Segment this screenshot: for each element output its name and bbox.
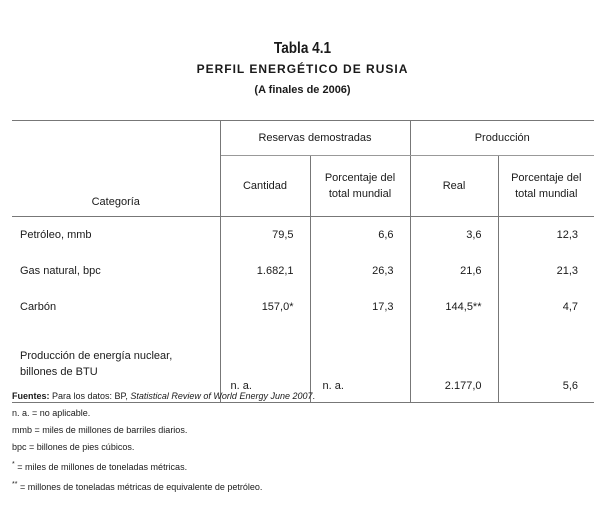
row-reserves-share: n. a. (310, 325, 410, 403)
header-real: Real (410, 156, 498, 217)
row-real: 2.177,0 (410, 325, 498, 403)
note-star1-text: = miles de millones de toneladas métricas. (14, 462, 188, 472)
row-quantity: 79,5 (220, 217, 310, 254)
header-category-label: Categoría (91, 196, 140, 208)
row-quantity: 157,0* (220, 289, 310, 325)
note-sources-post: . (312, 391, 316, 401)
table-notes (12, 388, 315, 496)
row-real: 3,6 (410, 217, 498, 254)
header-quantity: Cantidad (220, 156, 310, 217)
header-production-share-line1: Porcentaje del (511, 172, 582, 184)
row-reserves-share: 6,6 (310, 217, 410, 254)
row-reserves-share: 17,3 (310, 289, 410, 325)
header-category (12, 121, 220, 217)
row-production-share: 21,3 (556, 265, 578, 277)
header-reserves-share-line1: Porcentaje del (324, 172, 396, 184)
row-production-share: 12,3 (556, 229, 578, 241)
note-star1 (12, 456, 315, 476)
note-star2-text: = millones de toneladas métricas de equivalente de petróleo. (17, 482, 263, 492)
header-reserves-share (310, 156, 410, 217)
table-subtitle: PERFIL ENERGÉTICO DE RUSIA (196, 62, 409, 76)
note-star2-mark: ** (12, 481, 18, 488)
table-row (12, 253, 594, 289)
table-row (12, 217, 594, 254)
header-production-share (498, 156, 594, 217)
row-category: Carbón (12, 289, 220, 325)
header-production-share-line2: total mundial (515, 188, 578, 200)
note-bpc: bpc = billones de pies cúbicos. (12, 442, 135, 452)
row-production-share: 5,6 (498, 325, 594, 403)
row-real: 21,6 (410, 253, 498, 289)
note-sources-pre: Para los datos: BP, (49, 391, 131, 401)
note-sources-publication: Statistical Review of World Energy June 2007 (130, 391, 313, 401)
row-quantity: n. a. (220, 325, 310, 403)
row-production-share: 4,7 (562, 301, 578, 313)
note-mmb: mmb = miles de millones de barriles diarios. (12, 425, 188, 435)
energy-profile-table (12, 120, 594, 403)
table-title: Tabla 4.1 (273, 40, 332, 57)
table-period: (A finales de 2006) (254, 84, 351, 96)
row-category: Gas natural, bpc (12, 253, 220, 289)
row-category-line1: Producción de energía nuclear, (20, 349, 173, 362)
row-real: 144,5** (410, 289, 498, 325)
note-star1-mark: * (12, 461, 15, 468)
note-star2 (12, 476, 315, 496)
row-quantity: 1.682,1 (220, 253, 310, 289)
row-category: Petróleo, mmb (12, 217, 220, 254)
header-production: Producción (410, 121, 594, 156)
note-sources (12, 388, 315, 405)
header-reserves: Reservas demostradas (220, 121, 410, 156)
note-na: n. a. = no aplicable. (12, 408, 91, 418)
header-reserves-share-line2: total mundial (328, 188, 392, 200)
row-reserves-share: 26,3 (310, 253, 410, 289)
table-row (12, 289, 594, 325)
note-sources-label: Fuentes: (12, 391, 50, 401)
row-category-line2: billones de BTU (20, 365, 98, 378)
